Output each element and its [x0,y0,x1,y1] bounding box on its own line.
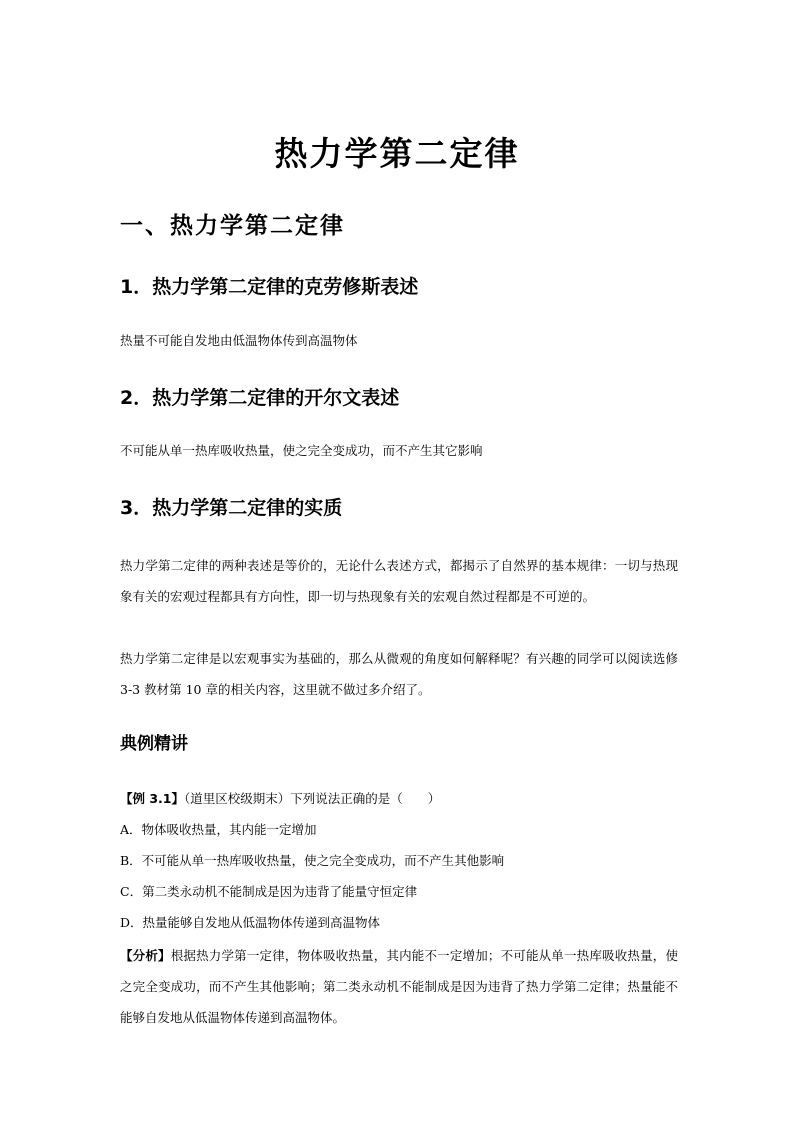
item-body-2: 不可能从单一热库吸收热量，使之完全变成功，而不产生其它影响 [120,443,483,458]
analysis-text: 根据热力学第一定律，物体吸收热量，其内能不一定增加；不可能从单一热库吸收热量，使之完全变成功，而不产生其他影响；第二类永动机不能制成是因为违背了热力学第二定律；热量能不能够自发地从低温物体传递到高温物体。 [120,948,678,1025]
option-b: B．不可能从单一热库吸收热量，使之完全变成功，而不产生其他影响 [120,853,505,868]
analysis-label: 【分析】 [120,948,171,963]
item-heading-1: 1．热力学第二定律的克劳修斯表述 [120,276,419,298]
item-body-3: 热力学第二定律的两种表述是等价的，无论什么表述方式，都揭示了自然界的基本规律：一切与热现象有关的宏观过程都具有方向性，即一切与热现象有关的宏观自然过程都是不可逆的。 [120,558,678,604]
example-label: 【例 3.1】 [120,791,184,806]
section-heading: 一、热力学第二定律 [120,213,345,239]
option-d: D．热量能够自发地从低温物体传递到高温物体 [120,915,381,930]
page-title: 热力学第二定律 [274,134,520,173]
item-body-3b: 热力学第二定律是以宏观事实为基础的，那么从微观的角度如何解释呢？有兴趣的同学可以阅读选修 3-3 教材第 10 章的相关内容，这里就不做过多介绍了。 [120,651,678,697]
example-question [120,786,680,812]
item-body-1: 热量不可能自发地由低温物体传到高温物体 [120,333,358,348]
item-heading-2: 2．热力学第二定律的开尔文表述 [120,387,400,409]
analysis [120,940,678,1033]
option-a: A．物体吸收热量，其内能一定增加 [120,822,317,837]
item-heading-3: 3．热力学第二定律的实质 [120,497,343,519]
example-source: （道里区校级期末）下列说法正确的是（ ） [184,791,441,806]
examples-heading: 典例精讲 [120,734,188,754]
option-c: C．第二类永动机不能制成是因为违背了能量守恒定律 [120,884,418,899]
